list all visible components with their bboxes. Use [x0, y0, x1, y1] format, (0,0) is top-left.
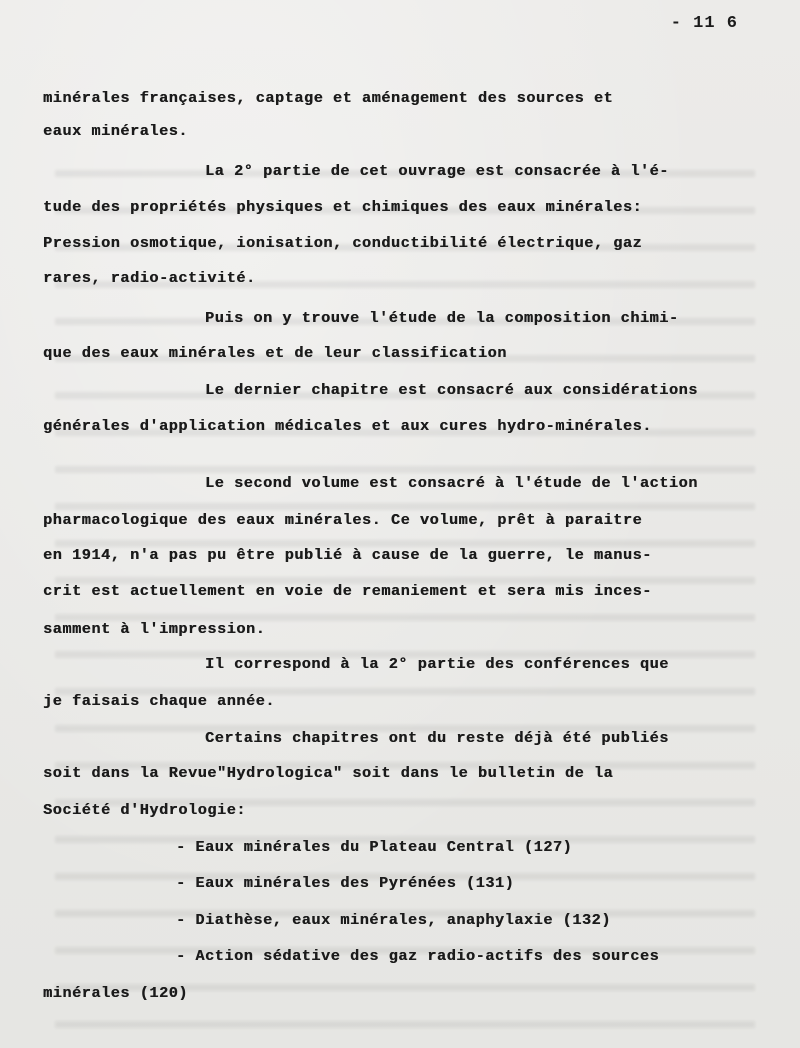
text-line: je faisais chaque année. — [43, 692, 275, 710]
list-item: - Eaux minérales des Pyrénées (131) — [176, 874, 515, 892]
text-line: Société d'Hydrologie: — [43, 801, 246, 819]
text-line: générales d'application médicales et aux cures hydro-minérales. — [43, 417, 652, 435]
text-line: que des eaux minérales et de leur classification — [43, 344, 507, 362]
page-number: - 11 6 — [670, 14, 738, 33]
text-line: Certains chapitres ont du reste déjà été publiés — [205, 729, 669, 747]
list-item: - Action sédative des gaz radio-actifs des sources — [176, 947, 660, 965]
list-item: - Diathèse, eaux minérales, anaphylaxie (132) — [176, 911, 611, 929]
list-item: - Eaux minérales du Plateau Central (127) — [176, 838, 573, 856]
text-line: Le second volume est consacré à l'étude de l'action — [205, 474, 698, 492]
text-line: minérales (120) — [43, 984, 188, 1002]
text-line: crit est actuellement en voie de remaniement et sera mis inces- — [43, 582, 652, 600]
text-line: pharmacologique des eaux minérales. Ce volume, prêt à paraitre — [43, 511, 643, 529]
text-line: Il correspond à la 2° partie des conférences que — [205, 655, 669, 673]
text-line: Pression osmotique, ionisation, conductibilité électrique, gaz — [43, 234, 643, 252]
text-line: samment à l'impression. — [43, 620, 266, 638]
text-line: Le dernier chapitre est consacré aux considérations — [205, 381, 698, 399]
text-line: minérales françaises, captage et aménagement des sources et — [43, 89, 614, 107]
text-line: en 1914, n'a pas pu être publié à cause de la guerre, le manus- — [43, 546, 652, 564]
text-line: La 2° partie de cet ouvrage est consacrée à l'é- — [205, 162, 669, 180]
text-line: Puis on y trouve l'étude de la composition chimi- — [205, 309, 679, 327]
text-line: eaux minérales. — [43, 122, 188, 140]
text-line: soit dans la Revue"Hydrologica" soit dans le bulletin de la — [43, 764, 614, 782]
text-line: rares, radio-activité. — [43, 269, 256, 287]
text-line: tude des propriétés physiques et chimiques des eaux minérales: — [43, 198, 643, 216]
